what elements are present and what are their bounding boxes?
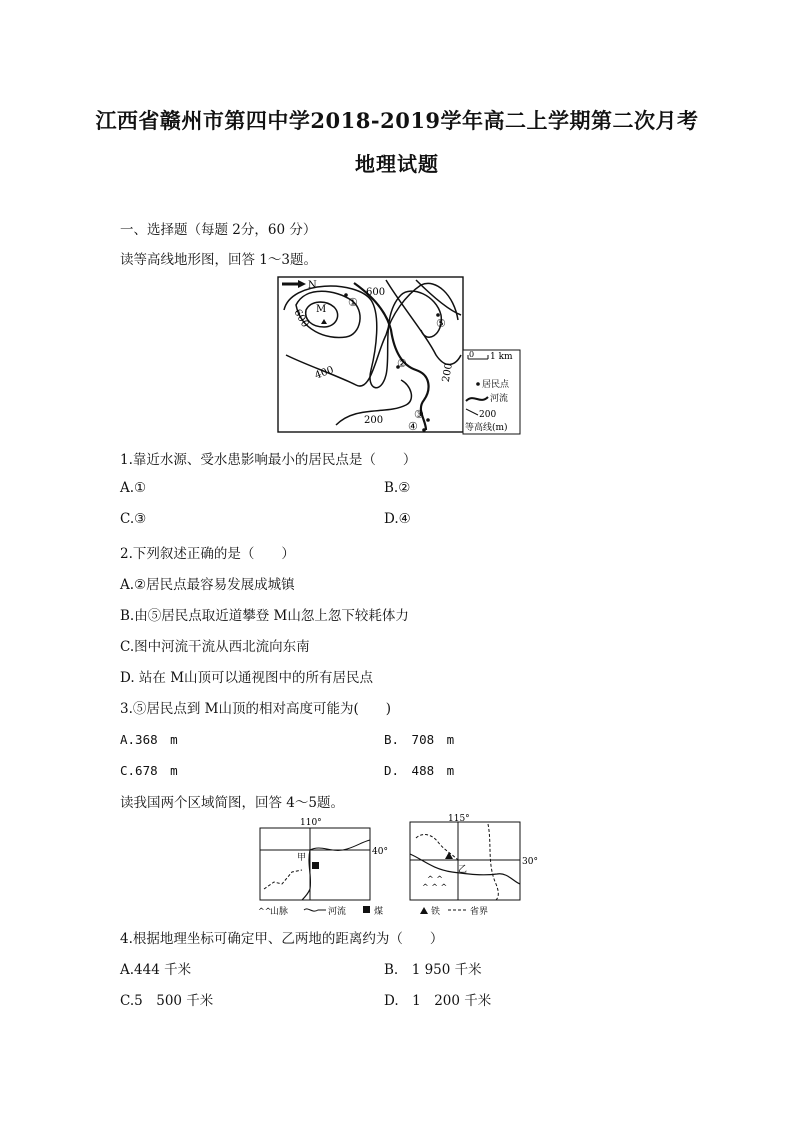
question-1-stem: 1.靠近水源、受水患影响最小的居民点是（ ） [120,452,417,468]
svg-text:200: 200 [364,415,384,426]
svg-text:^ ^ ^: ^ ^ ^ [422,883,448,892]
question-3-option-c: C.678 m [120,763,178,778]
left-region-map [260,818,388,900]
section-heading: 一、选择题（每题 2分，60 分） [120,222,317,238]
svg-text:110°: 110° [300,818,322,828]
svg-text:1 km: 1 km [490,352,513,362]
question-4-option-a: A.444 千米 [120,962,192,978]
svg-text:M: M [316,304,327,315]
svg-text:省界: 省界 [470,907,489,917]
svg-text:甲: 甲 [297,853,307,863]
coal-marker-icon [312,862,319,869]
question-1-option-a: A.① [120,480,147,496]
left-map-legend [258,905,383,917]
svg-text:③: ③ [414,408,424,421]
regional-maps [252,814,542,920]
document-subtitle: 地理试题 [355,152,439,176]
intro-text-1: 读等高线地形图，回答 1～3题。 [120,252,317,268]
question-3-option-d: D. 488 m [384,763,455,778]
svg-text:N: N [308,280,317,291]
question-2-option-a: A.②居民点最容易发展成城镇 [120,577,295,593]
question-2-option-d: D. 站在 M山顶可以通视图中的所有居民点 [120,670,374,686]
svg-text:200: 200 [440,362,455,384]
svg-text:30°: 30° [522,857,538,867]
svg-text:铁: 铁 [431,907,441,917]
right-map-legend [420,905,488,917]
intro-text-2: 读我国两个区域简图，回答 4～5题。 [120,795,344,811]
svg-text:40°: 40° [372,847,388,857]
svg-text:115°: 115° [448,814,470,824]
svg-text:①: ① [348,296,358,309]
question-4-option-d: D. 1 200 千米 [384,993,492,1009]
svg-text:200: 200 [479,410,497,420]
svg-text:0: 0 [469,350,475,359]
question-2-option-c: C.图中河流干流从西北流向东南 [120,639,310,655]
svg-text:④: ④ [408,420,418,433]
question-1-option-b: B.② [384,480,411,496]
svg-text:⑤: ⑤ [436,317,446,330]
question-2-option-b: B.由⑤居民点取近道攀登 M山忽上忽下较耗体力 [120,608,409,624]
question-4-stem: 4.根据地理坐标可确定甲、乙两地的距离约为（ ） [120,931,444,947]
question-1-option-c: C.③ [120,511,147,527]
question-1-option-d: D.④ [384,511,411,527]
svg-text:河流: 河流 [328,907,347,917]
question-4-option-b: B. 1 950 千米 [384,962,482,978]
svg-text:等高线(m): 等高线(m) [465,423,508,433]
svg-text:600: 600 [366,287,386,298]
svg-text:②: ② [397,357,407,370]
document-title: 江西省赣州市第四中学2018-2019学年高二上学期第二次月考 [95,108,699,133]
question-3-option-a: A.368 m [120,732,178,747]
contour-map [276,275,522,435]
question-2-stem: 2.下列叙述正确的是（ ） [120,546,295,562]
map-legend [463,350,520,434]
question-4-option-c: C.5 500 千米 [120,993,214,1009]
svg-text:^^: ^^ [258,907,272,916]
svg-text:^ ^: ^ ^ [427,875,443,884]
svg-text:居民点: 居民点 [482,380,510,390]
right-region-map [410,814,538,900]
question-3-option-b: B. 708 m [384,732,455,747]
svg-text:乙: 乙 [458,865,468,875]
svg-text:600: 600 [291,307,311,330]
question-3-stem: 3.⑤居民点到 M山顶的相对高度可能为( ) [120,701,392,717]
svg-text:400: 400 [313,364,336,382]
svg-text:河流: 河流 [490,394,509,404]
svg-text:山脉: 山脉 [270,907,289,917]
svg-text:煤: 煤 [374,907,384,917]
